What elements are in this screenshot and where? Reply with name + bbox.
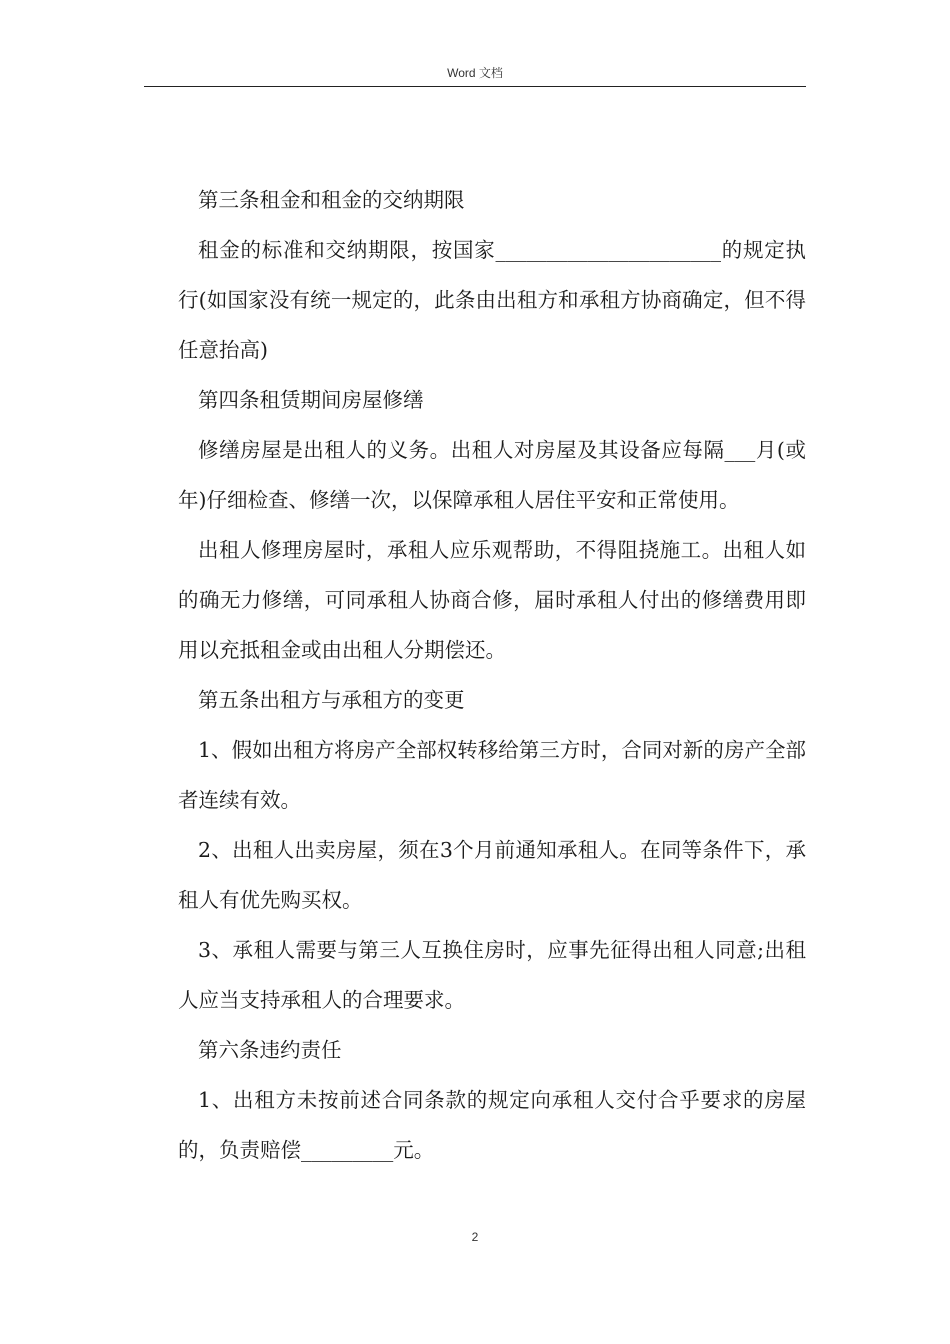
- article-3-heading: 第三条租金和租金的交纳期限: [198, 188, 465, 212]
- article-3-text: 租金的标准和交纳期限，按国家______________________的规定执行(如国家没有统一规定的，此条由出租方和承租方协商确定，但不得任意抬高): [178, 238, 806, 362]
- header-rule: [144, 86, 806, 87]
- document-body: [178, 175, 806, 1175]
- article-6-item-1: 1、出租方未按前述合同条款的规定向承租人交付合乎要求的房屋的，负责赔偿_________元。: [178, 1088, 806, 1162]
- article-4-text-1: 修缮房屋是出租人的义务。出租人对房屋及其设备应每隔___月(或年)仔细检查、修缮一次，以保障承租人居住平安和正常使用。: [178, 438, 806, 512]
- article-5-item-1: 1、假如出租方将房产全部权转移给第三方时，合同对新的房产全部者连续有效。: [178, 738, 806, 812]
- article-4-heading: 第四条租赁期间房屋修缮: [198, 388, 424, 412]
- page-header: Word 文档: [447, 66, 503, 80]
- article-5-heading: 第五条出租方与承租方的变更: [198, 688, 465, 712]
- article-5-item-3: 3、承租人需要与第三人互换住房时，应事先征得出租人同意;出租人应当支持承租人的合理要求。: [178, 938, 806, 1012]
- article-5-item-2: 2、出租人出卖房屋，须在3个月前通知承租人。在同等条件下，承租人有优先购买权。: [178, 838, 806, 912]
- article-6-heading: 第六条违约责任: [198, 1038, 342, 1062]
- page-number: 2: [471, 1230, 479, 1244]
- article-4-text-2: 出租人修理房屋时，承租人应乐观帮助，不得阻挠施工。出租人如的确无力修缮，可同承租人协商合修，届时承租人付出的修缮费用即用以充抵租金或由出租人分期偿还。: [178, 538, 806, 662]
